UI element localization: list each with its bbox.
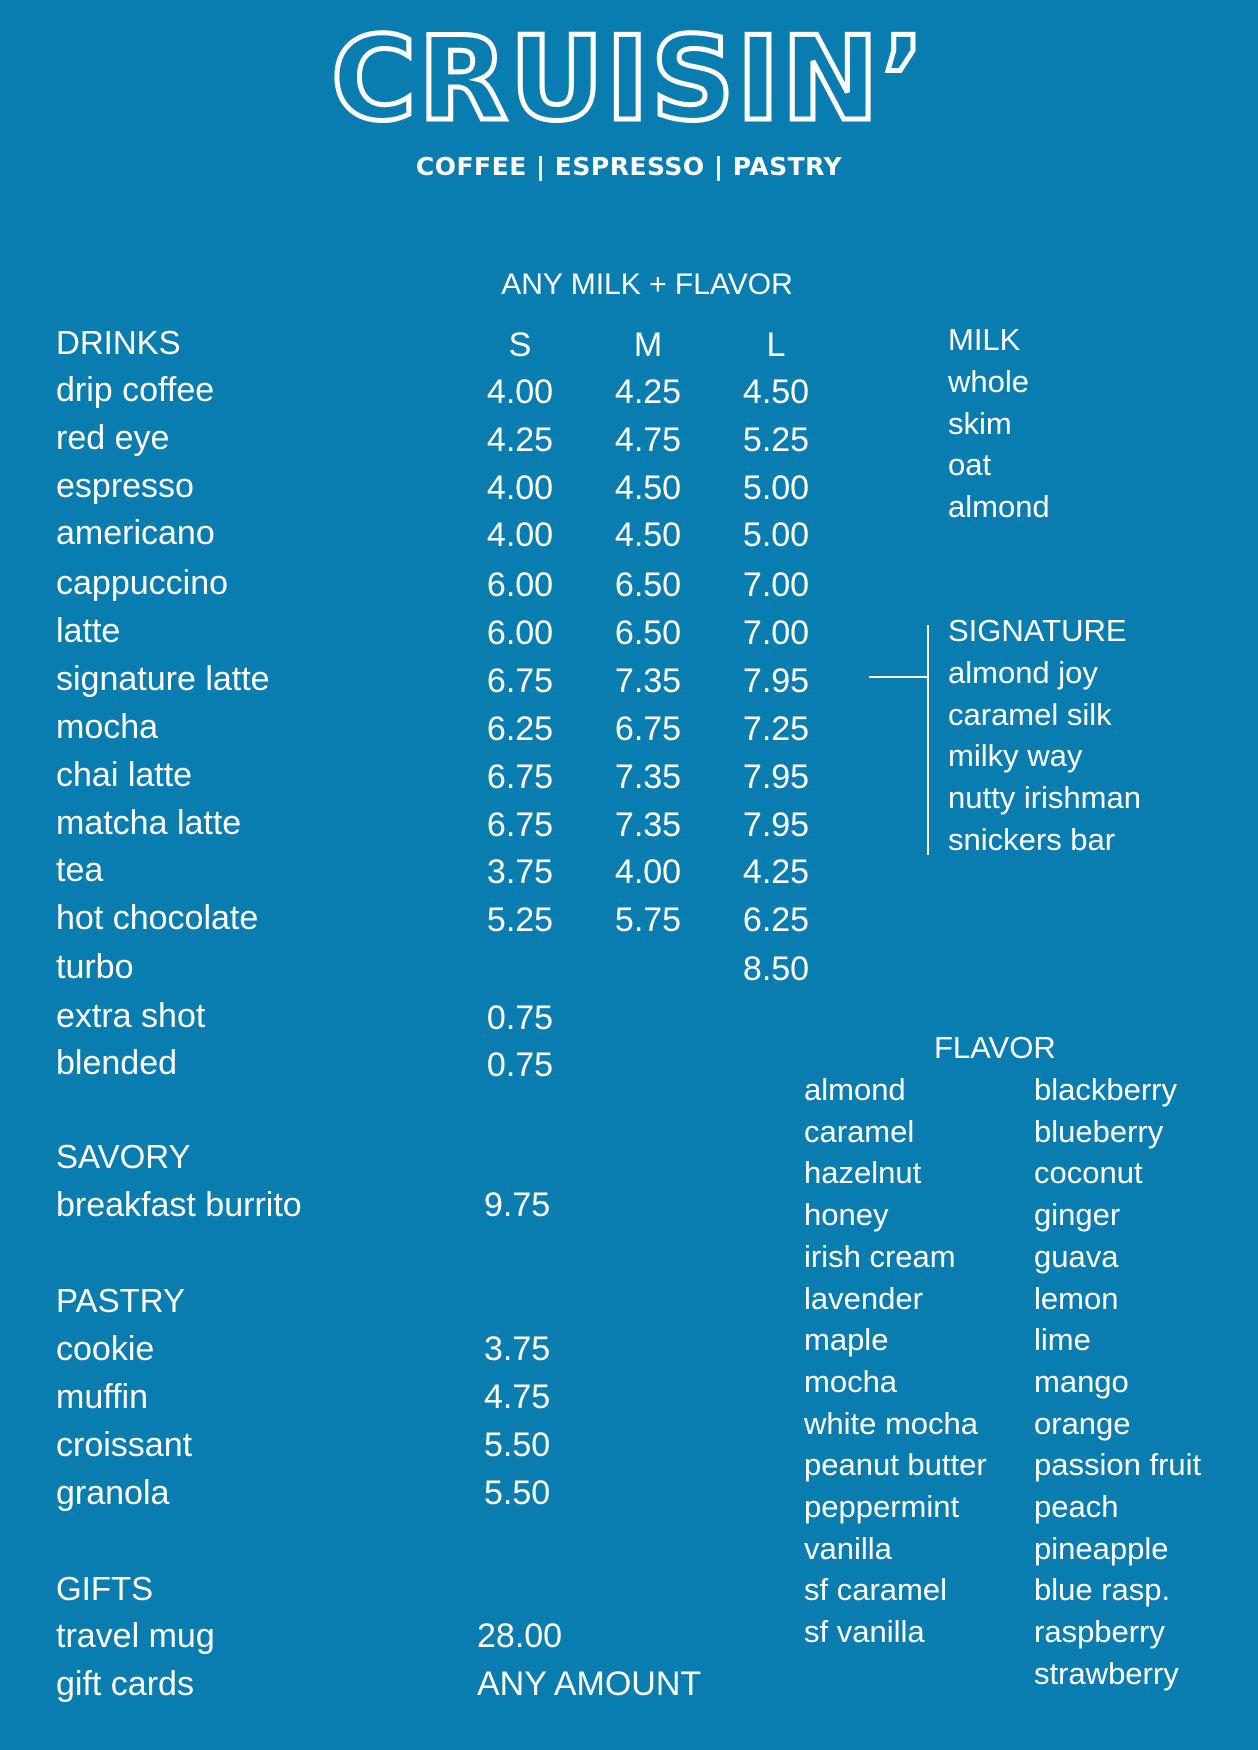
flavor-option: lime bbox=[1034, 1322, 1091, 1358]
pastry-item-name: granola bbox=[56, 1474, 170, 1512]
flavor-heading: FLAVOR bbox=[934, 1030, 1056, 1065]
size-header-s: S bbox=[508, 326, 532, 364]
drink-price-s: 6.75 bbox=[486, 758, 554, 796]
flavor-option: pineapple bbox=[1034, 1530, 1169, 1566]
drink-price-m: 5.75 bbox=[614, 901, 682, 939]
pastry-heading: PASTRY bbox=[56, 1282, 185, 1319]
drink-price-l: 5.25 bbox=[742, 421, 810, 459]
drink-price-l: 7.00 bbox=[742, 614, 810, 652]
savory-heading: SAVORY bbox=[56, 1138, 191, 1175]
savory-item-name: breakfast burrito bbox=[56, 1186, 302, 1224]
flavor-option: sf vanilla bbox=[804, 1614, 925, 1650]
flavor-option: mango bbox=[1034, 1363, 1129, 1399]
drink-price-m: 7.35 bbox=[614, 806, 682, 844]
drink-price-m: 6.75 bbox=[614, 710, 682, 748]
milk-option: skim bbox=[948, 405, 1012, 441]
flavor-option: blueberry bbox=[1034, 1113, 1164, 1149]
flavor-option: peppermint bbox=[804, 1489, 960, 1524]
drink-price-l: 5.00 bbox=[742, 516, 810, 554]
drink-price-s: 0.75 bbox=[486, 999, 554, 1037]
drink-name: blended bbox=[56, 1044, 178, 1082]
signature-bracket-vertical bbox=[927, 625, 929, 855]
drink-price-l: 7.95 bbox=[742, 758, 810, 796]
gifts-item-price: 28.00 bbox=[477, 1617, 563, 1655]
drink-price-l: 7.95 bbox=[742, 662, 810, 700]
gifts-item-name: travel mug bbox=[56, 1617, 215, 1655]
drink-price-s: 6.75 bbox=[486, 806, 554, 844]
savory-item-price: 9.75 bbox=[484, 1186, 551, 1224]
drink-price-s: 4.00 bbox=[486, 373, 554, 411]
flavor-option: coconut bbox=[1034, 1155, 1143, 1191]
drink-price-m: 7.35 bbox=[614, 758, 682, 796]
flavor-option: sf caramel bbox=[804, 1572, 947, 1608]
pastry-item-name: cookie bbox=[56, 1330, 155, 1368]
flavor-option: peach bbox=[1034, 1489, 1119, 1524]
drink-price-s: 4.25 bbox=[486, 421, 554, 459]
drink-price-s: 6.00 bbox=[486, 566, 554, 604]
drink-price-m: 4.50 bbox=[614, 469, 682, 507]
drink-price-l: 8.50 bbox=[742, 950, 810, 988]
drink-price-m: 6.50 bbox=[614, 566, 682, 604]
gifts-item-price: ANY AMOUNT bbox=[477, 1665, 702, 1703]
drink-price-s: 3.75 bbox=[486, 853, 554, 891]
drink-price-s: 4.00 bbox=[486, 469, 554, 507]
flavor-option: lemon bbox=[1034, 1280, 1119, 1316]
drink-price-m: 4.75 bbox=[614, 421, 682, 459]
drink-name: signature latte bbox=[56, 660, 270, 698]
drink-price-l: 4.50 bbox=[742, 373, 810, 411]
drink-name: espresso bbox=[56, 467, 194, 505]
drink-name: americano bbox=[56, 514, 215, 552]
gifts-item-name: gift cards bbox=[56, 1665, 194, 1703]
pastry-item-price: 4.75 bbox=[484, 1378, 551, 1416]
drink-price-l: 7.25 bbox=[742, 710, 810, 748]
drink-name: extra shot bbox=[56, 997, 206, 1035]
flavor-option: lavender bbox=[804, 1280, 923, 1316]
signature-option: caramel silk bbox=[948, 696, 1112, 732]
any-milk-flavor-note: ANY MILK + FLAVOR bbox=[501, 268, 793, 301]
signature-heading: SIGNATURE bbox=[948, 613, 1127, 648]
pastry-item-name: croissant bbox=[56, 1426, 193, 1464]
drink-name: tea bbox=[56, 851, 104, 889]
flavor-option: vanilla bbox=[804, 1530, 892, 1566]
milk-heading: MILK bbox=[948, 322, 1021, 357]
signature-option: nutty irishman bbox=[948, 780, 1141, 816]
size-header-m: M bbox=[633, 326, 663, 364]
drink-price-l: 6.25 bbox=[742, 901, 810, 939]
milk-option: whole bbox=[948, 364, 1029, 399]
flavor-option: white mocha bbox=[804, 1405, 979, 1441]
pastry-item-price: 5.50 bbox=[484, 1474, 551, 1512]
drink-name: mocha bbox=[56, 708, 159, 746]
flavor-option: guava bbox=[1034, 1238, 1119, 1274]
drink-name: red eye bbox=[56, 419, 170, 457]
signature-option: snickers bar bbox=[948, 821, 1116, 857]
drink-name: matcha latte bbox=[56, 804, 242, 842]
gifts-heading: GIFTS bbox=[56, 1570, 154, 1607]
drink-name: latte bbox=[56, 612, 121, 650]
drink-price-s: 6.25 bbox=[486, 710, 554, 748]
flavor-option: raspberry bbox=[1034, 1614, 1165, 1650]
drink-price-l: 7.00 bbox=[742, 566, 810, 604]
drink-price-l: 5.00 bbox=[742, 469, 810, 507]
flavor-option: irish cream bbox=[804, 1238, 956, 1274]
brand-logo: CRUISIN’ bbox=[331, 12, 927, 147]
drink-name: turbo bbox=[56, 948, 134, 986]
flavor-option: honey bbox=[804, 1197, 889, 1233]
flavor-option: almond bbox=[804, 1072, 906, 1107]
flavor-option: maple bbox=[804, 1322, 889, 1358]
drink-price-m: 4.25 bbox=[614, 373, 682, 411]
drink-price-s: 0.75 bbox=[486, 1046, 554, 1084]
signature-option: milky way bbox=[948, 738, 1083, 774]
drink-price-l: 7.95 bbox=[742, 806, 810, 844]
milk-option: almond bbox=[948, 488, 1050, 524]
drink-price-m: 4.00 bbox=[614, 853, 682, 891]
drink-price-s: 6.00 bbox=[486, 614, 554, 652]
drink-name: cappuccino bbox=[56, 564, 229, 602]
drinks-heading: DRINKS bbox=[56, 324, 181, 361]
drink-name: chai latte bbox=[56, 756, 193, 794]
pastry-item-price: 3.75 bbox=[484, 1330, 551, 1368]
flavor-option: hazelnut bbox=[804, 1155, 922, 1191]
drink-price-m: 4.50 bbox=[614, 516, 682, 554]
signature-option: almond joy bbox=[948, 655, 1098, 690]
drink-price-s: 6.75 bbox=[486, 662, 554, 700]
size-header-l: L bbox=[766, 326, 786, 364]
drink-name: hot chocolate bbox=[56, 899, 259, 937]
brand-tagline: COFFEE | ESPRESSO | PASTRY bbox=[415, 152, 843, 181]
milk-option: oat bbox=[948, 447, 992, 482]
drink-price-l: 4.25 bbox=[742, 853, 810, 891]
flavor-option: peanut butter bbox=[804, 1447, 987, 1483]
signature-bracket-connector bbox=[869, 676, 929, 678]
drink-price-m: 7.35 bbox=[614, 662, 682, 700]
flavor-option: blackberry bbox=[1034, 1072, 1177, 1107]
pastry-item-name: muffin bbox=[56, 1378, 148, 1416]
flavor-option: passion fruit bbox=[1034, 1447, 1202, 1483]
flavor-option: strawberry bbox=[1034, 1655, 1179, 1691]
flavor-option: orange bbox=[1034, 1405, 1131, 1441]
drink-price-s: 5.25 bbox=[486, 901, 554, 939]
flavor-option: ginger bbox=[1034, 1197, 1121, 1233]
flavor-option: mocha bbox=[804, 1363, 898, 1399]
pastry-item-price: 5.50 bbox=[484, 1426, 551, 1464]
flavor-option: caramel bbox=[804, 1113, 915, 1149]
drink-price-s: 4.00 bbox=[486, 516, 554, 554]
drink-price-m: 6.50 bbox=[614, 614, 682, 652]
flavor-option: blue rasp. bbox=[1034, 1572, 1171, 1608]
drink-name: drip coffee bbox=[56, 371, 215, 409]
